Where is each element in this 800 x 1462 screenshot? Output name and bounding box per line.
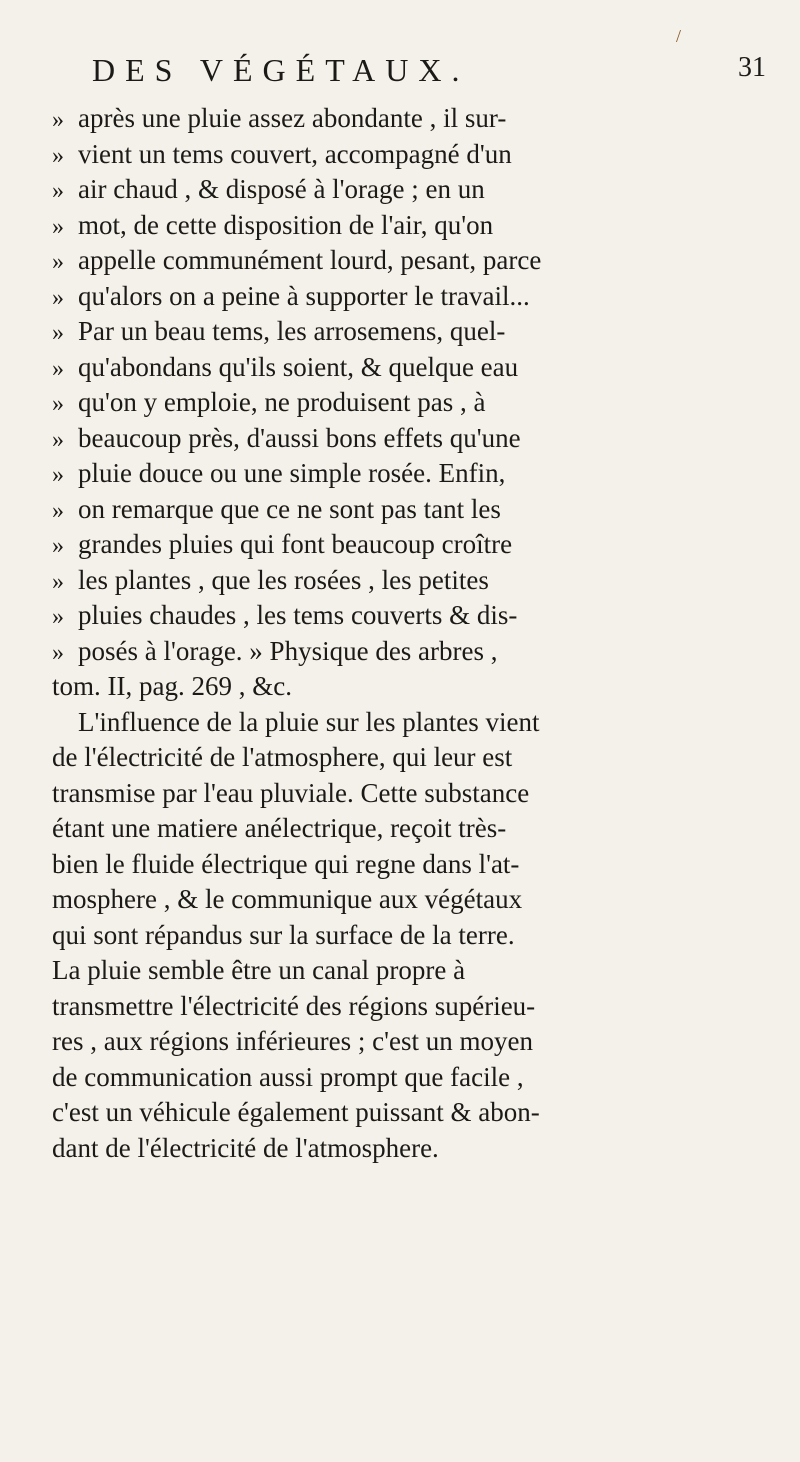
text-line bbox=[52, 1131, 772, 1167]
page-number: 31 bbox=[738, 52, 766, 83]
text-line bbox=[52, 456, 772, 492]
quote-mark: » bbox=[52, 107, 64, 133]
quote-mark: » bbox=[52, 391, 64, 417]
line-text: transmettre l'électricité des régions supérieu- bbox=[52, 990, 536, 1021]
text-line bbox=[52, 1024, 772, 1060]
quote-mark: » bbox=[52, 604, 64, 630]
text-line bbox=[52, 705, 772, 741]
text-line bbox=[52, 314, 772, 350]
text-line bbox=[52, 172, 772, 208]
line-text: Par un beau tems, les arrosemens, quel- bbox=[78, 316, 506, 346]
line-text: étant une matiere anélectrique, reçoit très- bbox=[52, 813, 507, 843]
quote-mark: » bbox=[52, 639, 64, 666]
text-line bbox=[52, 882, 772, 918]
line-text: L'influence de la pluie sur les plantes vient bbox=[78, 706, 540, 737]
quote-mark: » bbox=[52, 249, 64, 275]
text-line bbox=[52, 101, 772, 137]
quote-mark: » bbox=[52, 284, 64, 311]
quote-mark: » bbox=[52, 568, 64, 595]
quote-mark: » bbox=[52, 533, 64, 559]
text-line bbox=[52, 669, 772, 705]
text-line bbox=[52, 776, 772, 812]
line-text: c'est un véhicule également puissant & abon- bbox=[52, 1097, 540, 1127]
text-line bbox=[52, 847, 772, 883]
line-text: res , aux régions inférieures ; c'est un moyen bbox=[52, 1026, 533, 1056]
text-line bbox=[52, 137, 772, 173]
text-line bbox=[52, 243, 772, 279]
text-line bbox=[52, 1095, 772, 1131]
quote-mark: » bbox=[52, 462, 64, 488]
line-text: grandes pluies qui font beaucoup croître bbox=[78, 529, 513, 559]
body-text bbox=[52, 101, 772, 1166]
text-line bbox=[52, 350, 772, 386]
text-line bbox=[52, 527, 772, 563]
text-line bbox=[52, 989, 772, 1025]
text-line bbox=[52, 740, 772, 776]
line-text: transmise par l'eau pluviale. Cette substance bbox=[52, 777, 530, 808]
quote-mark: » bbox=[52, 178, 64, 204]
line-text: pluies chaudes , les tems couverts & dis- bbox=[78, 600, 518, 630]
running-head bbox=[0, 24, 800, 88]
line-text: qu'alors on a peine à supporter le travail... bbox=[78, 280, 530, 311]
line-text: pluie douce ou une simple rosée. Enfin, bbox=[78, 458, 506, 488]
line-text: tom. II, pag. 269 , &c. bbox=[52, 671, 292, 701]
quote-mark: » bbox=[52, 320, 64, 346]
quote-mark: » bbox=[52, 426, 64, 453]
running-title: DES VÉGÉTAUX. bbox=[92, 52, 470, 88]
quote-mark: » bbox=[52, 213, 64, 240]
line-text: qu'abondans qu'ils soient, & quelque eau bbox=[78, 351, 519, 382]
line-text: air chaud , & disposé à l'orage ; en un bbox=[78, 174, 485, 204]
text-line bbox=[52, 953, 772, 989]
line-text: les plantes , que les rosées , les petites bbox=[78, 564, 489, 595]
text-line bbox=[52, 492, 772, 528]
text-line bbox=[52, 598, 772, 634]
line-text: qui sont répandus sur la surface de la terre. bbox=[52, 919, 515, 950]
line-text: mosphere , & le communique aux végétaux bbox=[52, 884, 523, 914]
line-text: mot, de cette disposition de l'air, qu'on bbox=[78, 209, 494, 240]
line-text: La pluie semble être un canal propre à bbox=[52, 955, 466, 985]
line-text: vient un tems couvert, accompagné d'un bbox=[78, 138, 512, 169]
text-line bbox=[52, 385, 772, 421]
text-line bbox=[52, 634, 772, 670]
text-line bbox=[52, 563, 772, 599]
text-line bbox=[52, 918, 772, 954]
line-text: de l'électricité de l'atmosphere, qui leur est bbox=[52, 742, 513, 772]
text-line bbox=[52, 811, 772, 847]
line-text: après une pluie assez abondante , il sur- bbox=[78, 103, 507, 133]
line-text: posés à l'orage. » Physique des arbres , bbox=[78, 635, 498, 666]
folio-mark: / bbox=[676, 26, 682, 46]
line-text: appelle communément lourd, pesant, parce bbox=[78, 245, 542, 275]
line-text: qu'on y emploie, ne produisent pas , à bbox=[78, 387, 486, 417]
text-line bbox=[52, 421, 772, 457]
line-text: on remarque que ce ne sont pas tant les bbox=[78, 493, 501, 524]
text-line bbox=[52, 279, 772, 315]
line-text: de communication aussi prompt que facile , bbox=[52, 1061, 524, 1092]
line-text: bien le fluide électrique qui regne dans l'at- bbox=[52, 848, 520, 879]
quote-mark: » bbox=[52, 142, 64, 169]
line-text: beaucoup près, d'aussi bons effets qu'une bbox=[78, 422, 521, 453]
text-line bbox=[52, 1060, 772, 1096]
quote-mark: » bbox=[52, 497, 64, 524]
line-text: dant de l'électricité de l'atmosphere. bbox=[52, 1132, 439, 1163]
quote-mark: » bbox=[52, 355, 64, 382]
text-line bbox=[52, 208, 772, 244]
